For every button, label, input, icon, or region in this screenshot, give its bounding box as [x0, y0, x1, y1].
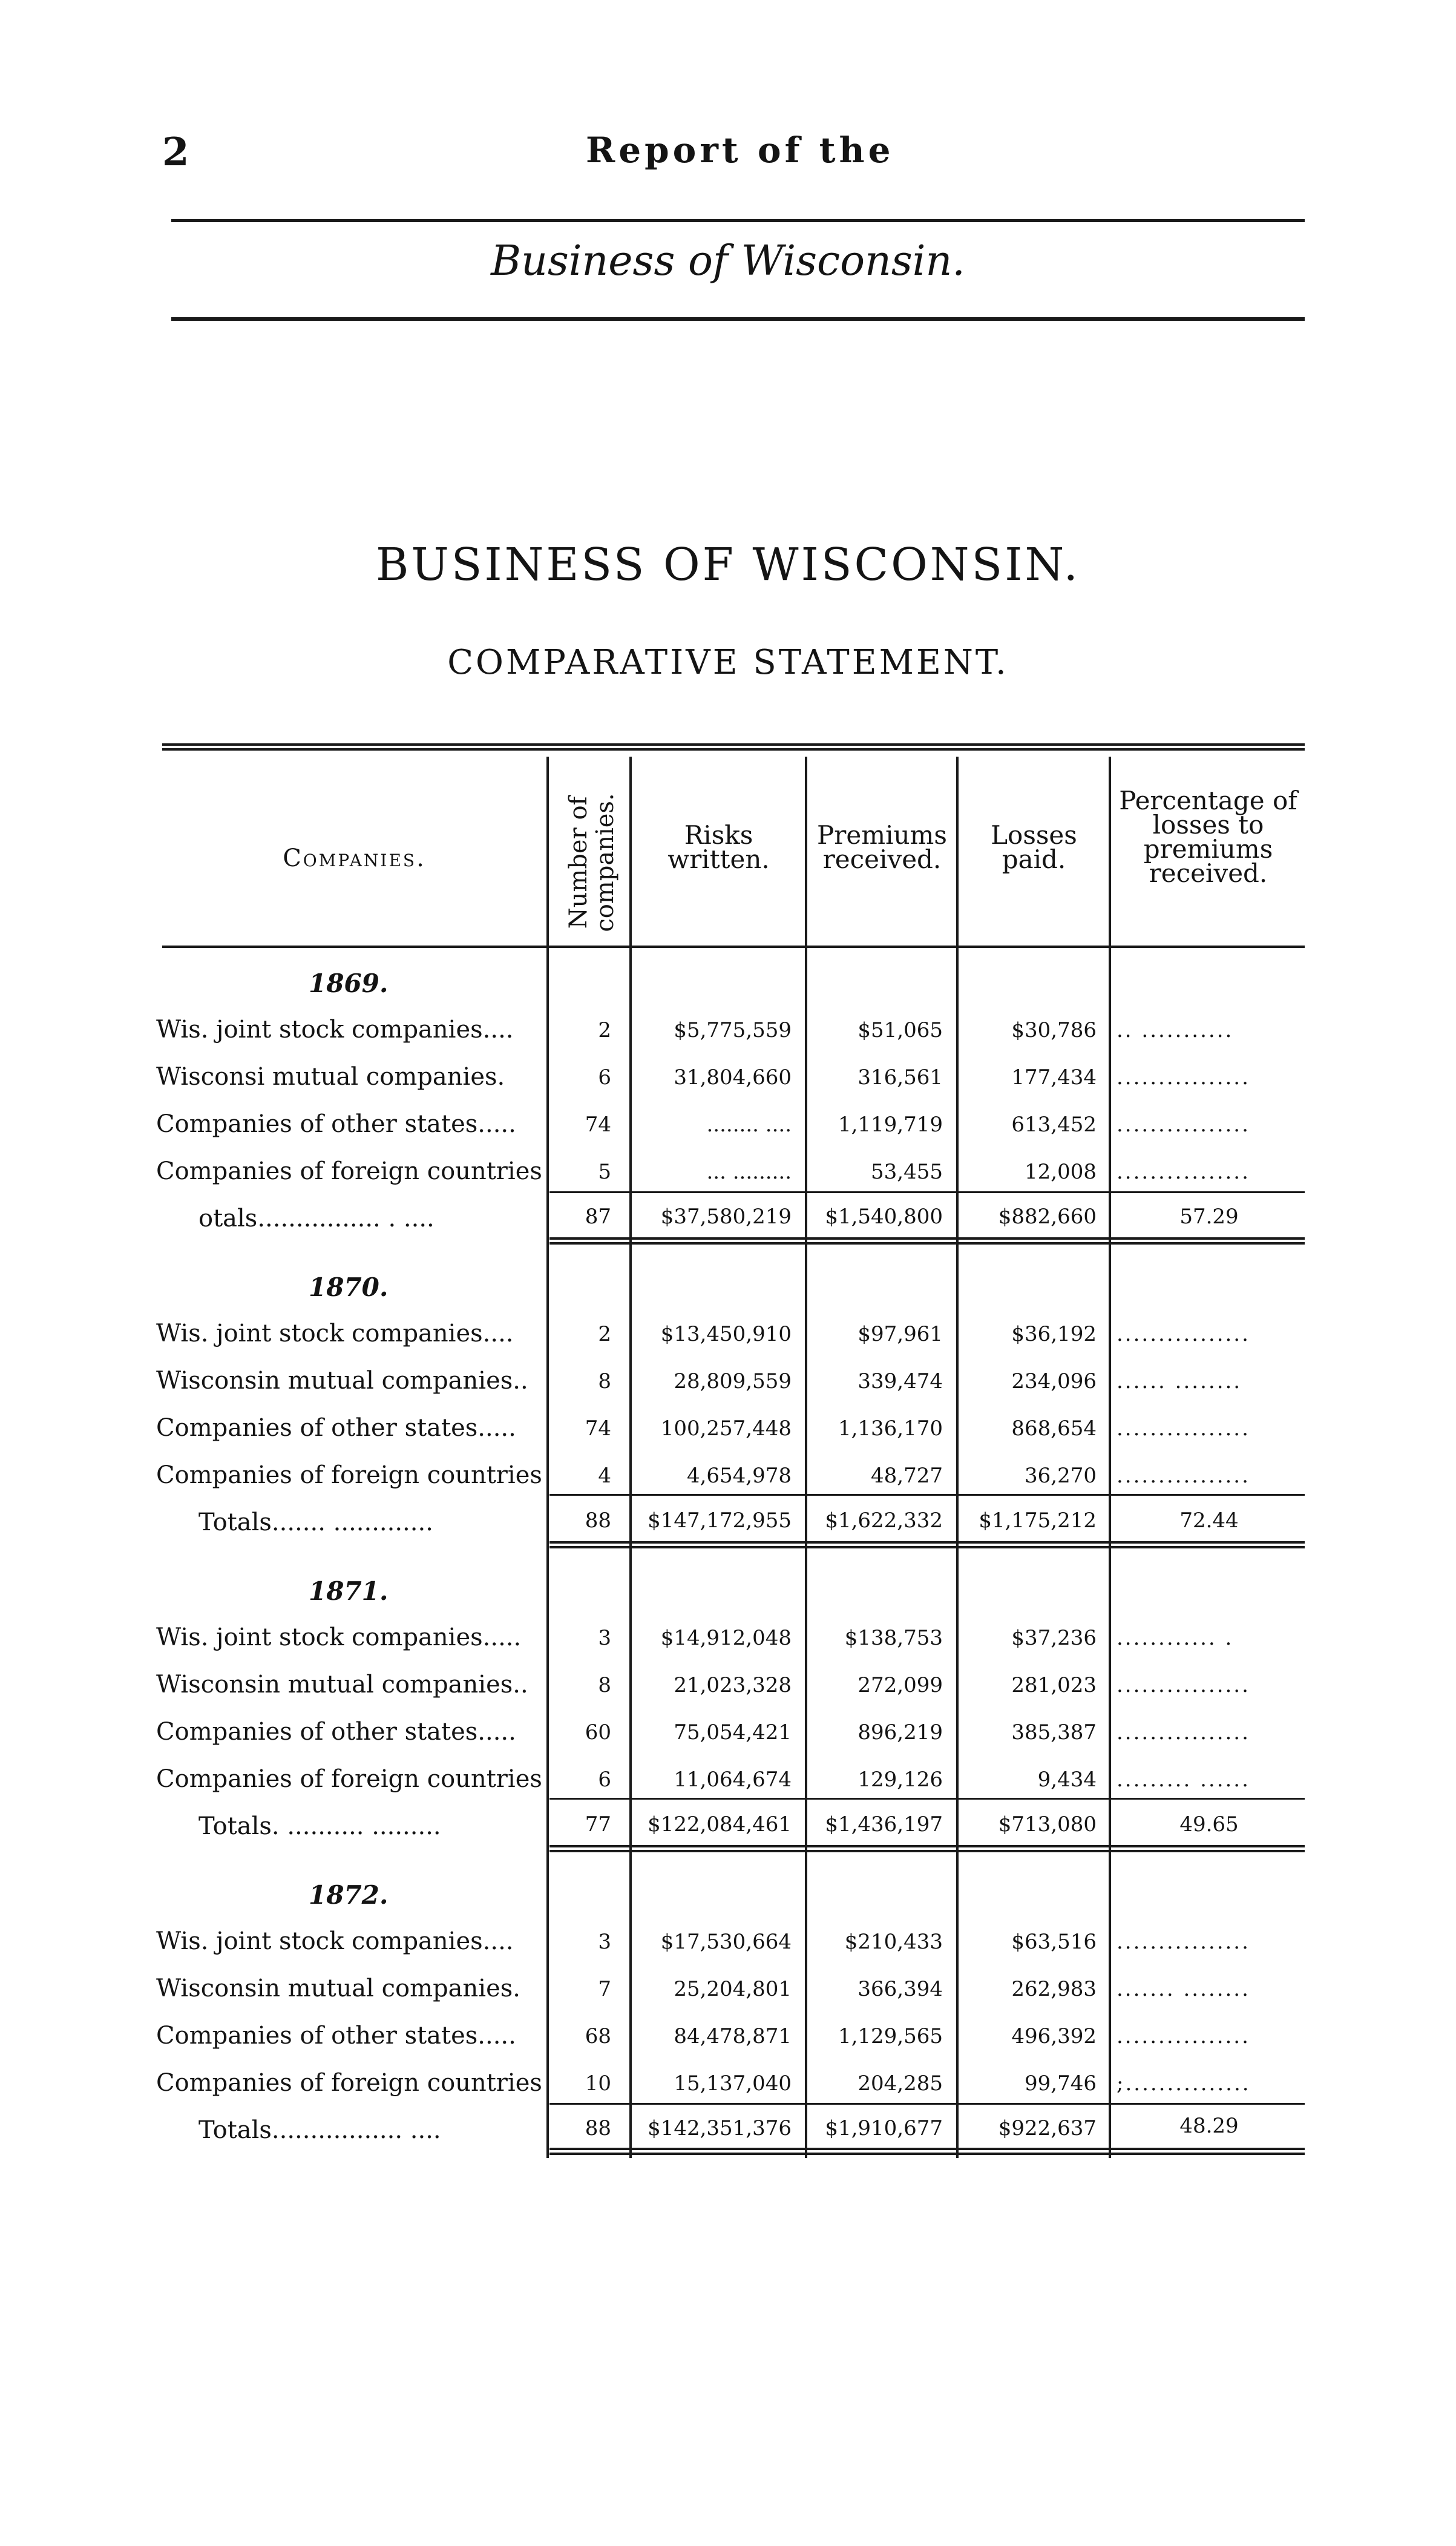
cell-number: 2	[598, 1322, 611, 1346]
row-label: Companies of foreign countries	[156, 1157, 542, 1185]
main-title: BUSINESS OF WISCONSIN.	[375, 539, 1081, 591]
row-label: otals................ . ....	[198, 1205, 435, 1232]
cell-number: 68	[585, 2024, 611, 2048]
total-double-rule	[549, 1541, 1305, 1548]
cell-losses: $63,516	[1011, 1930, 1097, 1954]
year-heading: 1870.	[309, 1272, 389, 1302]
cell-losses: $922,637	[998, 2116, 1097, 2140]
row-label: Wisconsin mutual companies..	[156, 1671, 528, 1699]
cell-losses: $882,660	[998, 1205, 1097, 1229]
total-double-rule	[549, 1845, 1305, 1852]
row-label: Totals. .......... .........	[198, 1812, 441, 1840]
cell-percentage: 48.29	[1179, 2114, 1239, 2138]
cell-percentage: 49.65	[1179, 1812, 1239, 1837]
row-label: Totals....... .............	[198, 1508, 433, 1536]
row-label: Wis. joint stock companies.....	[156, 1623, 522, 1651]
cell-number: 5	[598, 1160, 611, 1184]
cell-number: 74	[585, 1113, 611, 1137]
cell-number: 74	[585, 1416, 611, 1441]
row-label: Companies of other states.....	[156, 1414, 516, 1442]
cell-risks: 4,654,978	[686, 1464, 792, 1488]
cell-risks: $147,172,955	[648, 1508, 792, 1533]
cell-risks: $122,084,461	[648, 1812, 792, 1837]
cell-number: 88	[585, 1508, 611, 1533]
cell-risks: $37,580,219	[660, 1205, 792, 1229]
cell-percentage: ................	[1117, 1673, 1250, 1697]
total-double-rule	[549, 2148, 1305, 2155]
row-label: Wisconsin mutual companies..	[156, 1367, 528, 1395]
cell-percentage: ................	[1117, 2024, 1250, 2048]
cell-percentage: ............ .	[1117, 1626, 1234, 1650]
cell-number: 3	[598, 1626, 611, 1650]
table-top-rule	[162, 743, 1305, 751]
header-rule-bottom	[171, 317, 1305, 321]
cell-premiums: 48,727	[871, 1464, 943, 1488]
header-bottom-rule	[162, 946, 1305, 948]
cell-risks: 15,137,040	[674, 2071, 792, 2096]
cell-risks: $142,351,376	[648, 2116, 792, 2140]
year-heading: 1869.	[309, 969, 389, 998]
subtotal-rule	[549, 1191, 1305, 1193]
column-divider	[956, 757, 959, 2158]
cell-losses: 385,387	[1011, 1720, 1097, 1745]
cell-percentage: ................	[1117, 1065, 1250, 1090]
cell-losses: 281,023	[1011, 1673, 1097, 1697]
cell-premiums: 1,136,170	[838, 1416, 943, 1441]
column-header-losses: Losses paid.	[991, 820, 1077, 874]
cell-percentage: .. ...........	[1117, 1018, 1234, 1042]
column-divider	[629, 757, 632, 2158]
cell-premiums: 129,126	[858, 1768, 943, 1792]
cell-risks: 11,064,674	[674, 1768, 792, 1792]
cell-risks: 21,023,328	[674, 1673, 792, 1697]
cell-percentage: ................	[1117, 1930, 1250, 1954]
cell-number: 4	[598, 1464, 611, 1488]
row-label: Companies of other states.....	[156, 1110, 516, 1138]
column-divider	[805, 757, 807, 2158]
cell-losses: $30,786	[1011, 1018, 1097, 1042]
year-heading: 1872.	[309, 1880, 389, 1910]
cell-number: 77	[585, 1812, 611, 1837]
cell-number: 6	[598, 1065, 611, 1090]
cell-losses: 262,983	[1011, 1977, 1097, 2001]
cell-percentage: 72.44	[1179, 1508, 1239, 1533]
cell-percentage: ;...............	[1117, 2071, 1251, 2096]
cell-losses: 12,008	[1025, 1160, 1097, 1184]
cell-risks: ... .........	[706, 1160, 792, 1184]
cell-number: 3	[598, 1930, 611, 1954]
column-divider	[546, 757, 549, 2158]
cell-risks: 25,204,801	[674, 1977, 792, 2001]
sub-title: COMPARATIVE STATEMENT.	[447, 643, 1009, 682]
cell-premiums: $1,910,677	[825, 2116, 943, 2140]
cell-number: 87	[585, 1205, 611, 1229]
cell-premiums: 366,394	[858, 1977, 943, 2001]
cell-number: 10	[585, 2071, 611, 2096]
cell-number: 88	[585, 2116, 611, 2140]
column-header-premiums: Premiums received.	[817, 820, 947, 874]
cell-losses: 496,392	[1011, 2024, 1097, 2048]
subtotal-rule	[549, 2103, 1305, 2105]
cell-premiums: $1,436,197	[825, 1812, 943, 1837]
column-header-risks: Risks written.	[667, 820, 770, 874]
total-double-rule	[549, 1237, 1305, 1245]
cell-percentage: ...... ........	[1117, 1369, 1242, 1393]
row-label: Wis. joint stock companies....	[156, 1320, 514, 1347]
cell-losses: $713,080	[998, 1812, 1097, 1837]
cell-premiums: 53,455	[871, 1160, 943, 1184]
row-label: Wisconsi mutual companies.	[156, 1063, 505, 1091]
cell-percentage: ................	[1117, 1322, 1250, 1346]
cell-risks: 100,257,448	[660, 1416, 792, 1441]
row-label: Companies of other states.....	[156, 2022, 516, 2050]
cell-losses: $37,236	[1011, 1626, 1097, 1650]
row-label: Totals................. ....	[198, 2116, 441, 2144]
section-subheader: Business of Wisconsin.	[491, 237, 965, 285]
cell-losses: 613,452	[1011, 1113, 1097, 1137]
cell-number: 2	[598, 1018, 611, 1042]
cell-premiums: 896,219	[858, 1720, 943, 1745]
cell-percentage: ....... ........	[1117, 1977, 1250, 2001]
cell-percentage: ................	[1117, 1160, 1250, 1184]
cell-losses: 234,096	[1011, 1369, 1097, 1393]
cell-premiums: 1,119,719	[838, 1113, 943, 1137]
cell-risks: $14,912,048	[660, 1626, 792, 1650]
cell-premiums: $138,753	[844, 1626, 943, 1650]
cell-premiums: $97,961	[858, 1322, 943, 1346]
cell-premiums: $51,065	[858, 1018, 943, 1042]
cell-risks: 28,809,559	[674, 1369, 792, 1393]
column-divider	[1109, 757, 1111, 2158]
cell-number: 8	[598, 1673, 611, 1697]
running-head-title: Report of the	[586, 130, 894, 171]
cell-losses: 177,434	[1011, 1065, 1097, 1090]
header-rule-top	[171, 219, 1305, 222]
cell-premiums: 316,561	[858, 1065, 943, 1090]
cell-losses: 36,270	[1025, 1464, 1097, 1488]
row-label: Wis. joint stock companies....	[156, 1016, 514, 1044]
cell-risks: 75,054,421	[674, 1720, 792, 1745]
row-label: Companies of other states.....	[156, 1718, 516, 1746]
subtotal-rule	[549, 1798, 1305, 1800]
cell-percentage: ................	[1117, 1416, 1250, 1441]
cell-number: 6	[598, 1768, 611, 1792]
page-number: 2	[162, 130, 189, 175]
column-header-percentage: Percentage of losses to premiums received.	[1119, 786, 1297, 888]
column-header-number: Number of companies.	[565, 793, 619, 932]
cell-risks: $17,530,664	[660, 1930, 792, 1954]
column-header-companies: Companies.	[283, 844, 426, 872]
cell-premiums: $1,622,332	[825, 1508, 943, 1533]
cell-premiums: 339,474	[858, 1369, 943, 1393]
cell-percentage: 57.29	[1179, 1205, 1239, 1229]
cell-losses: 9,434	[1037, 1768, 1097, 1792]
cell-losses: $1,175,212	[979, 1508, 1097, 1533]
cell-premiums: 1,129,565	[838, 2024, 943, 2048]
cell-number: 7	[598, 1977, 611, 2001]
year-heading: 1871.	[309, 1576, 389, 1606]
cell-losses: 868,654	[1011, 1416, 1097, 1441]
cell-risks: $5,775,559	[674, 1018, 792, 1042]
row-label: Companies of foreign countries	[156, 1461, 542, 1489]
cell-losses: $36,192	[1011, 1322, 1097, 1346]
cell-premiums: $1,540,800	[825, 1205, 943, 1229]
cell-percentage: ................	[1117, 1720, 1250, 1745]
cell-premiums: 204,285	[858, 2071, 943, 2096]
row-label: Wis. joint stock companies....	[156, 1927, 514, 1955]
cell-risks: 31,804,660	[674, 1065, 792, 1090]
row-label: Wisconsin mutual companies.	[156, 1975, 520, 2002]
cell-percentage: ................	[1117, 1113, 1250, 1137]
cell-losses: 99,746	[1025, 2071, 1097, 2096]
cell-premiums: 272,099	[858, 1673, 943, 1697]
cell-percentage: ......... ......	[1117, 1768, 1250, 1792]
cell-risks: ........ ....	[706, 1113, 792, 1137]
cell-number: 8	[598, 1369, 611, 1393]
cell-percentage: ................	[1117, 1464, 1250, 1488]
cell-risks: 84,478,871	[674, 2024, 792, 2048]
row-label: Companies of foreign countries	[156, 2069, 542, 2097]
row-label: Companies of foreign countries	[156, 1765, 542, 1793]
cell-premiums: $210,433	[844, 1930, 943, 1954]
cell-number: 60	[585, 1720, 611, 1745]
cell-risks: $13,450,910	[660, 1322, 792, 1346]
subtotal-rule	[549, 1494, 1305, 1496]
